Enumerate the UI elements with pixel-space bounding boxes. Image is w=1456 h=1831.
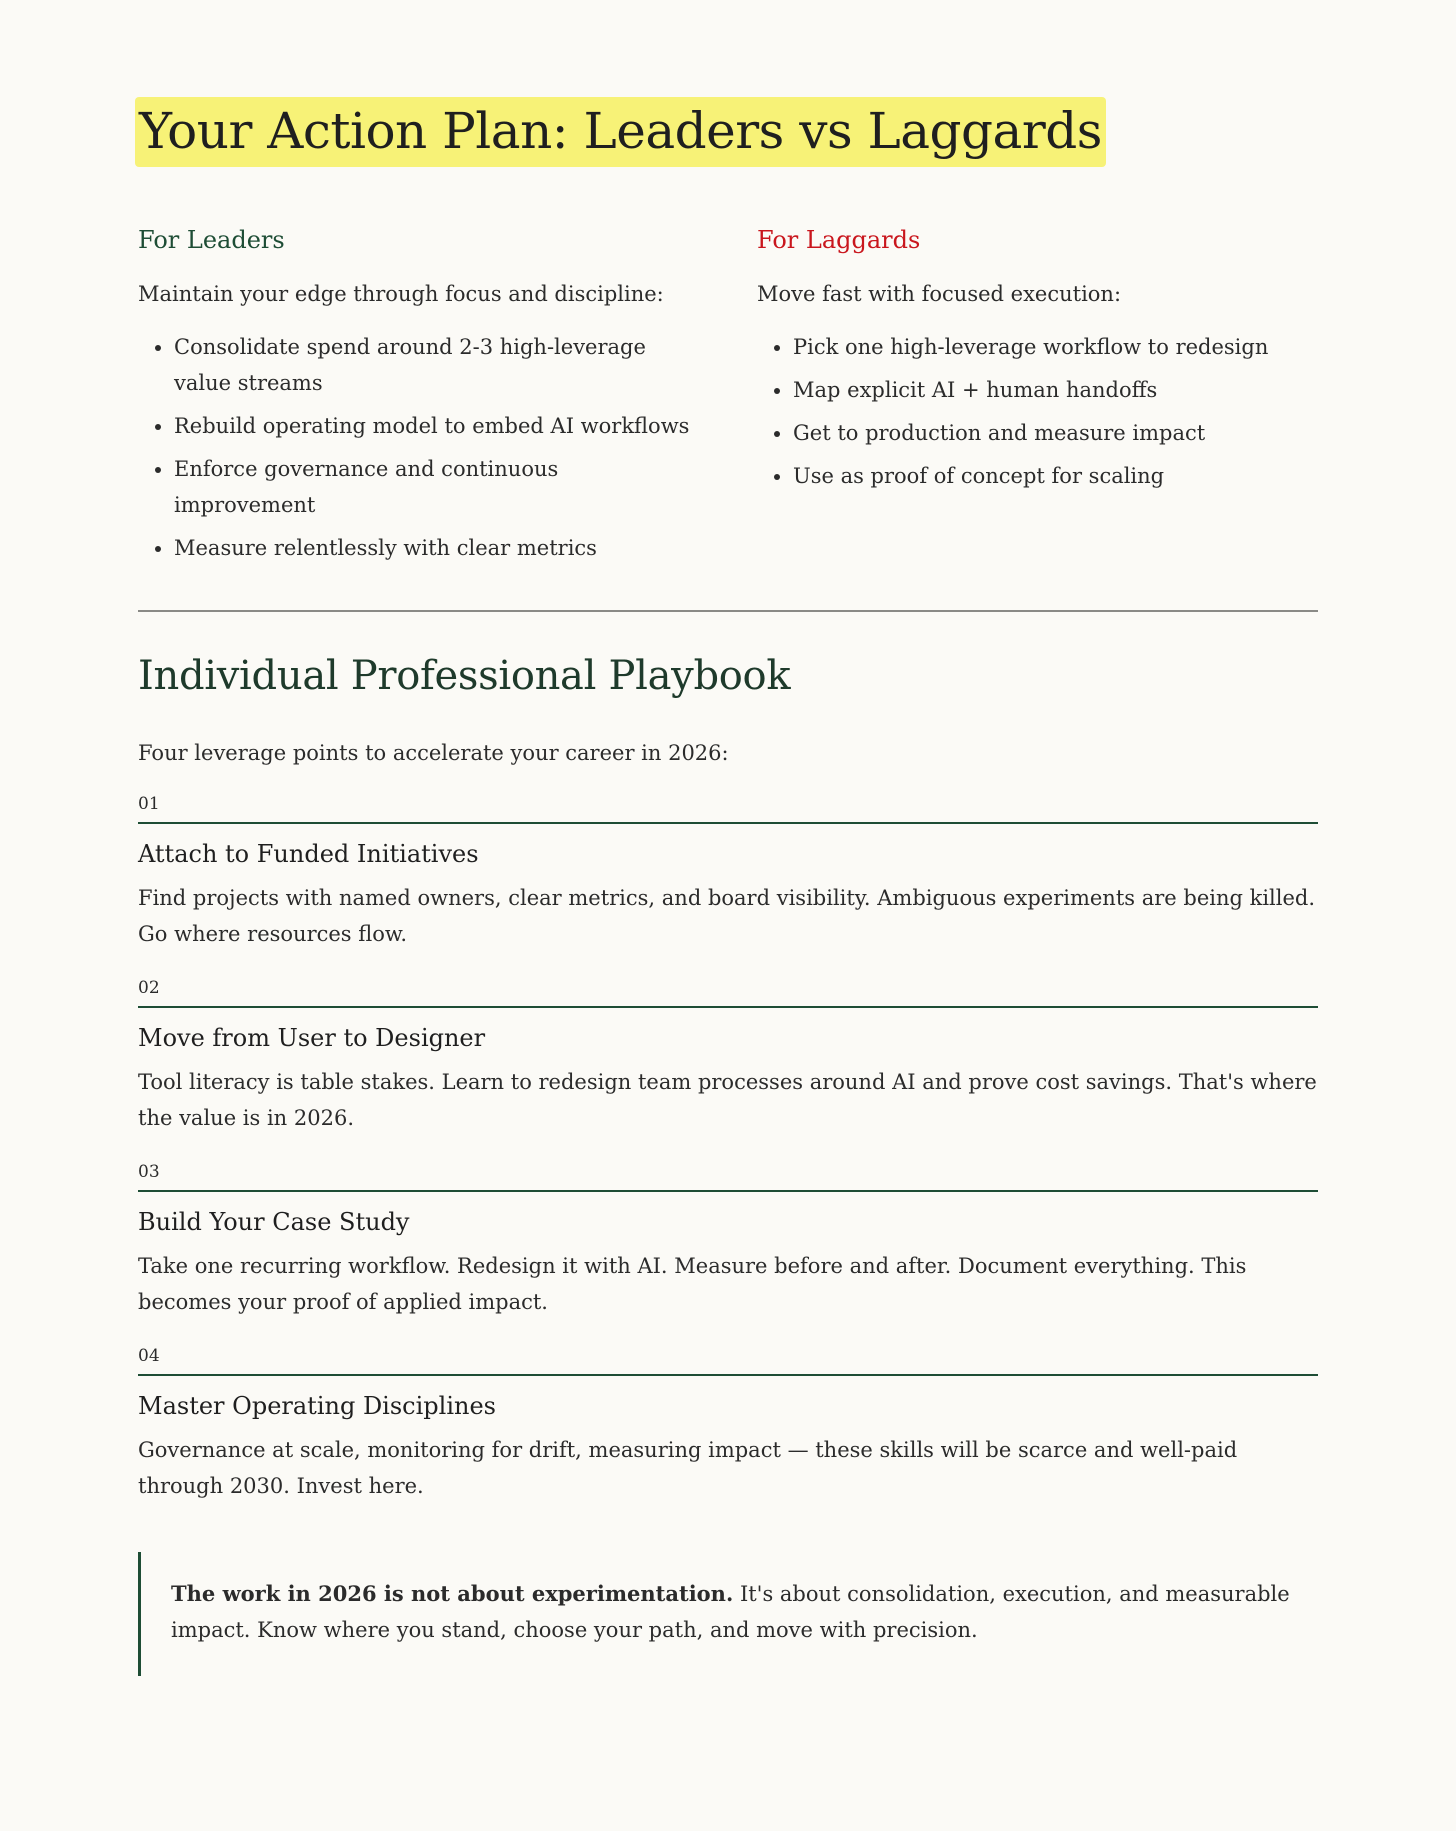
point-number: 02 [138,978,1318,1008]
playbook-point-01 [138,794,1318,952]
laggards-column [757,225,1318,573]
laggards-intro: Move fast with focused execution: [757,282,1122,306]
list-item: • Consolidate spend around 2-3 high-leverage value streams [174,329,699,401]
point-number: 04 [138,1346,1318,1376]
point-title: Master Operating Disciplines [138,1392,496,1420]
point-description: Take one recurring workflow. Redesign it with AI. Measure before and after. Document everything. This becomes your proof of applied impact. [138,1254,1247,1314]
list-item: • Map explicit AI + human handoffs [793,372,1318,408]
point-number: 01 [138,794,1318,824]
list-item: • Rebuild operating model to embed AI workflows [174,408,699,444]
closing-quote [138,1552,1318,1676]
leaders-list [138,329,699,566]
point-title: Build Your Case Study [138,1208,410,1236]
point-description: Governance at scale, monitoring for drift, measuring impact — these skills will be scarce and well-paid through 2030. Invest here. [138,1438,1238,1498]
leaders-intro: Maintain your edge through focus and discipline: [138,282,664,306]
list-item: • Get to production and measure impact [793,415,1318,451]
playbook-intro: Four leverage points to accelerate your career in 2026: [138,741,729,765]
list-item: • Measure relentlessly with clear metrics [174,530,699,566]
playbook-point-02 [138,978,1318,1136]
playbook-title: Individual Professional Playbook [138,653,791,699]
leaders-heading: For Leaders [138,226,285,254]
list-item: • Enforce governance and continuous improvement [174,451,699,523]
closing-text: It's about consolidation, execution, and measurable impact. Know where you stand, choose your path, and move with precision. [171,1582,1290,1642]
closing-bold: The work in 2026 is not about experimentation. [171,1581,734,1606]
page-title: Your Action Plan: Leaders vs Laggards [135,97,1106,167]
list-item: • Use as proof of concept for scaling [793,458,1318,494]
point-number: 03 [138,1162,1318,1192]
leaders-column [138,225,699,573]
point-title: Move from User to Designer [138,1024,486,1052]
point-title: Attach to Funded Initiatives [138,840,479,868]
laggards-heading: For Laggards [757,226,921,254]
section-divider [138,610,1318,612]
playbook-point-03 [138,1162,1318,1320]
point-description: Tool literacy is table stakes. Learn to redesign team processes around AI and prove cost savings. That's where the value is in 2026. [138,1070,1317,1130]
title-wrap [138,0,1318,167]
laggards-list [757,329,1318,494]
playbook-point-04 [138,1346,1318,1504]
point-description: Find projects with named owners, clear metrics, and board visibility. Ambiguous experiments are being killed. Go where resources flow. [138,886,1316,946]
comparison-columns [138,225,1318,573]
list-item: • Pick one high-leverage workflow to redesign [793,329,1318,365]
